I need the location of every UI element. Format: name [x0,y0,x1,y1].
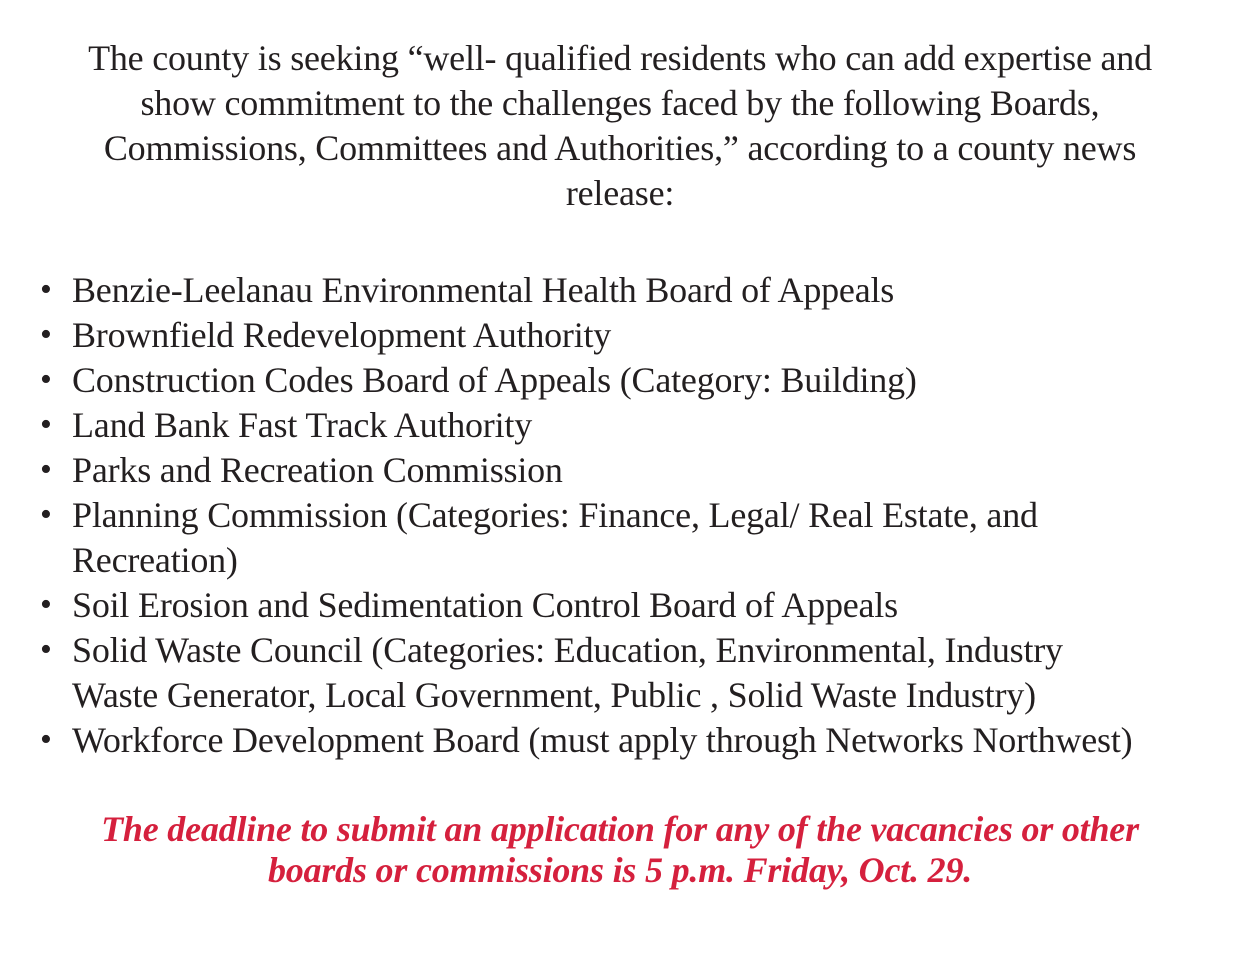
bullet-icon: • [40,316,52,353]
list-item-label: Solid Waste Council (Categories: Education, Environmental, Industry Waste Generator, Local Government, Public , Solid Waste Industry) [72,630,1063,715]
bullet-icon: • [40,721,52,758]
list-item [40,628,1135,718]
list-item-label: Planning Commission (Categories: Finance, Legal/ Real Estate, and Recreation) [72,495,1038,580]
boards-list [40,268,1135,763]
bullet-icon: • [40,271,52,308]
list-item [40,448,1135,493]
list-item [40,493,1135,583]
list-item-label: Construction Codes Board of Appeals (Category: Building) [72,360,917,400]
deadline-notice: The deadline to submit an application for any of the vacancies or other boards or commissions is 5 p.m. Friday, Oct. 29. [101,809,1139,890]
bullet-icon: • [40,406,52,443]
list-item [40,403,1135,448]
list-item-label: Workforce Development Board (must apply through Networks Northwest) [72,720,1133,760]
bullet-icon: • [40,361,52,398]
bullet-icon: • [40,496,52,533]
intro-paragraph: The county is seeking “well- qualified residents who can add expertise and show commitment to the challenges faced by the following Boards, Commissions, Committees and Authorities,” according to a county news release: [88,38,1152,213]
list-item-label: Parks and Recreation Commission [72,450,563,490]
list-item-label: Benzie-Leelanau Environmental Health Board of Appeals [72,270,895,310]
list-item [40,268,1135,313]
list-item [40,718,1135,763]
list-item-label: Soil Erosion and Sedimentation Control Board of Appeals [72,585,898,625]
list-item [40,583,1135,628]
list-item-label: Land Bank Fast Track Authority [72,405,532,445]
list-item-label: Brownfield Redevelopment Authority [72,315,612,355]
bullet-icon: • [40,586,52,623]
list-item [40,313,1135,358]
bullet-icon: • [40,451,52,488]
list-item [40,358,1135,403]
bullet-icon: • [40,631,52,668]
